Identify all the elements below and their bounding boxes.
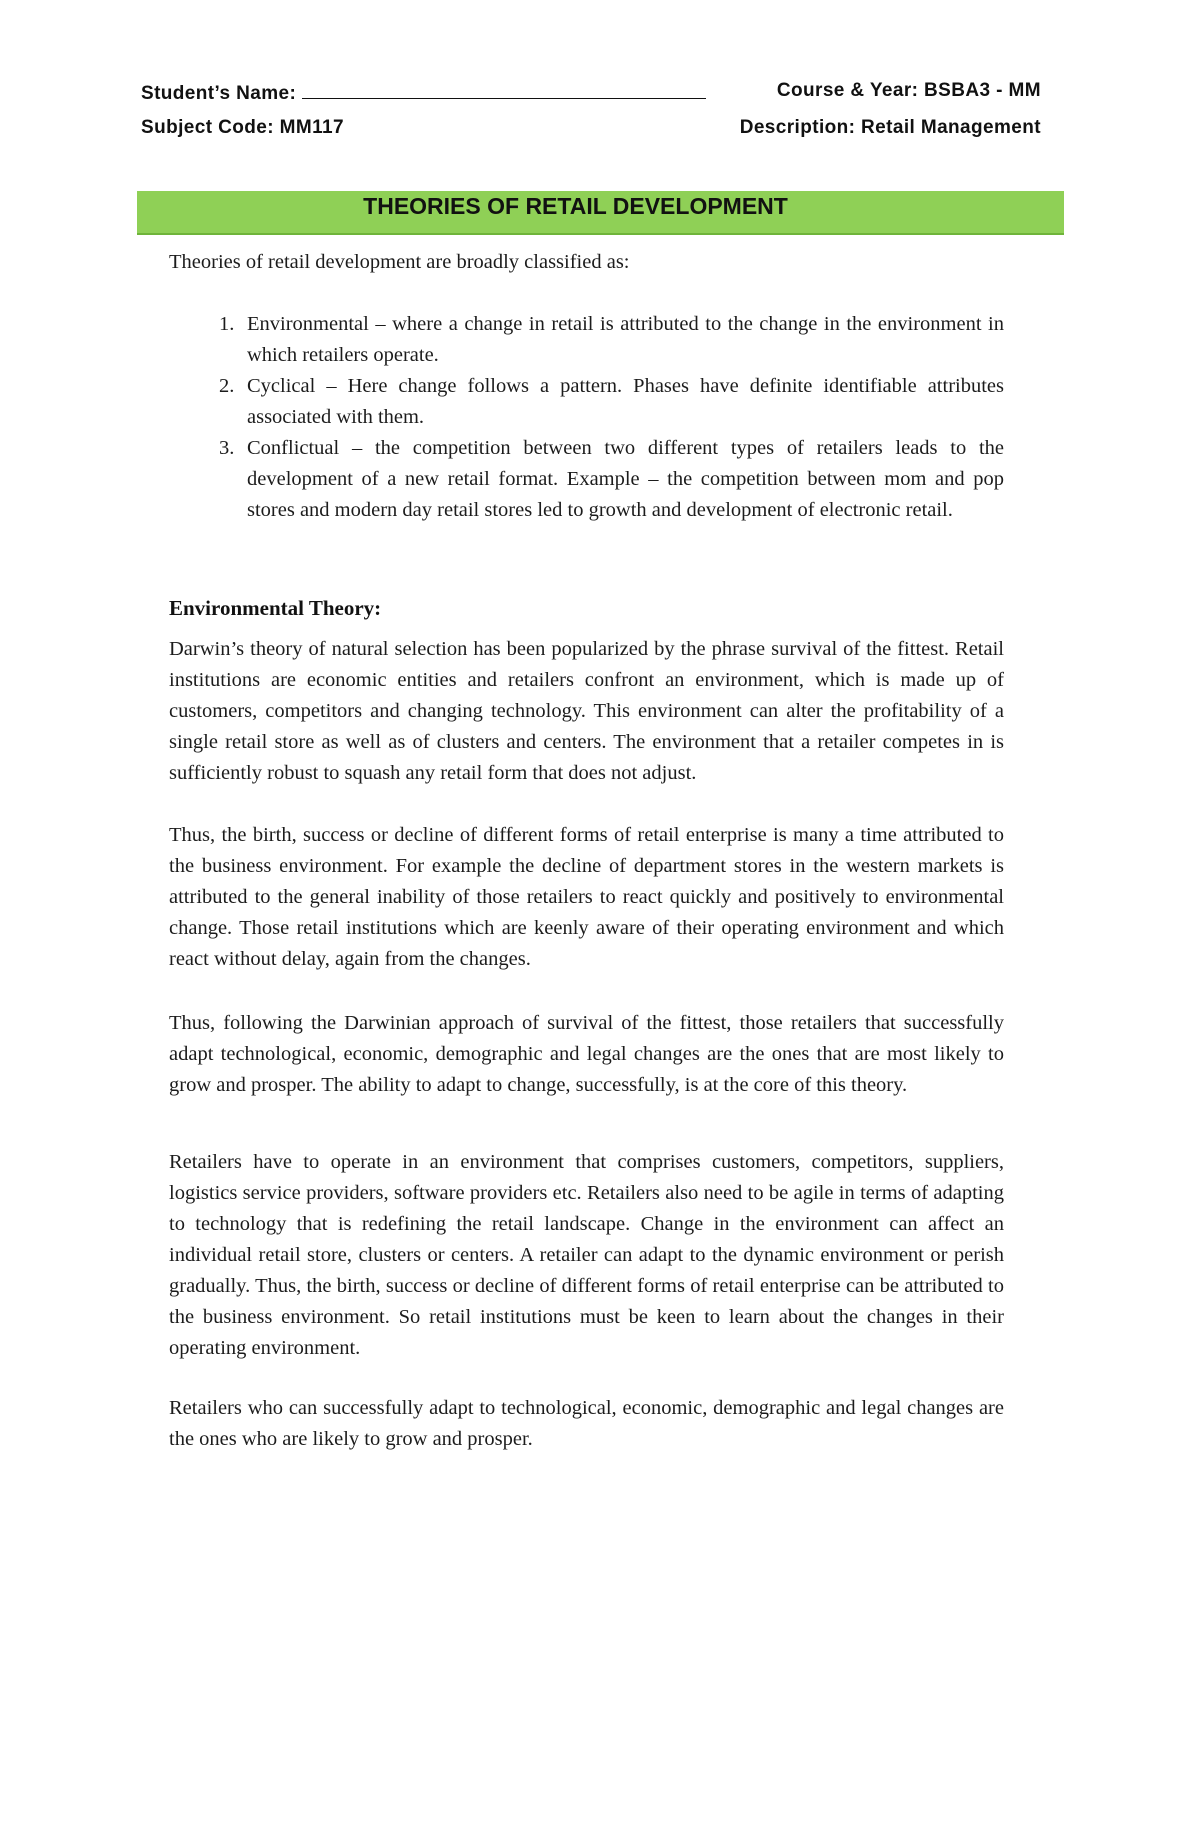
subject-code: Subject Code: MM117 (141, 117, 344, 138)
paragraph: Thus, the birth, success or decline of different forms of retail enterprise is many a time attributed to the business environment. For example the decline of department stores in the western markets is attributed to the general inability of those retailers to react quickly and positively to environmental change. Those retail institutions which are keenly aware of their operating environment and which react without delay, again from the changes. (169, 824, 1004, 970)
list-item (219, 309, 1004, 371)
list-item-number: 1. (219, 313, 235, 335)
section-heading: Environmental Theory: (169, 596, 382, 620)
page-title: THEORIES OF RETAIL DEVELOPMENT (363, 193, 788, 219)
student-name-label: Student’s Name: (141, 83, 297, 104)
list-item-text: Conflictual – the competition between two different types of retailers leads to the development of a new retail format. Example – the competition between mom and pop stores and modern day retail stores led to growth and development of electronic retail. (247, 437, 1004, 521)
list-item-text: Cyclical – Here change follows a pattern. Phases have definite identifiable attributes associated with them. (247, 375, 1004, 428)
subject-description: Description: Retail Management (739, 117, 1041, 138)
list-item-number: 2. (219, 375, 235, 397)
theory-list (219, 309, 1004, 526)
student-name-field (141, 80, 706, 105)
list-item-number: 3. (219, 437, 235, 459)
paragraph: Retailers who can successfully adapt to technological, economic, demographic and legal changes are the ones who are likely to grow and prosper. (169, 1397, 1004, 1450)
course-year: Course & Year: BSBA3 - MM (776, 80, 1041, 101)
paragraph: Darwin’s theory of natural selection has been popularized by the phrase survival of the fittest. Retail institutions are economic entities and retailers confront an environment, which is made up of customers, competitors and changing technology. This environment can alter the profitability of a single retail store as well as of clusters and centers. The environment that a retailer competes in is sufficiently robust to squash any retail form that does not adjust. (169, 638, 1004, 784)
title-banner (137, 191, 1064, 235)
paragraph: Thus, following the Darwinian approach of survival of the fittest, those retailers that successfully adapt technological, economic, demographic and legal changes are the ones that are most likely to grow and prosper. The ability to adapt to change, successfully, is at the core of this theory. (169, 1012, 1004, 1096)
list-item (219, 433, 1004, 526)
paragraph: Retailers have to operate in an environment that comprises customers, competitors, suppliers, logistics service providers, software providers etc. Retailers also need to be agile in terms of adapting to technology that is redefining the retail landscape. Change in the environment can affect an individual retail store, clusters or centers. A retailer can adapt to the dynamic environment or perish gradually. Thus, the birth, success or decline of different forms of retail enterprise can be attributed to the business environment. So retail institutions must be keen to learn about the changes in their operating environment. (169, 1151, 1004, 1359)
intro-text: Theories of retail development are broadly classified as: (169, 251, 630, 273)
list-item (219, 371, 1004, 433)
list-item-text: Environmental – where a change in retail is attributed to the change in the environment in which retailers operate. (247, 313, 1004, 366)
student-name-blank-line (302, 80, 706, 99)
